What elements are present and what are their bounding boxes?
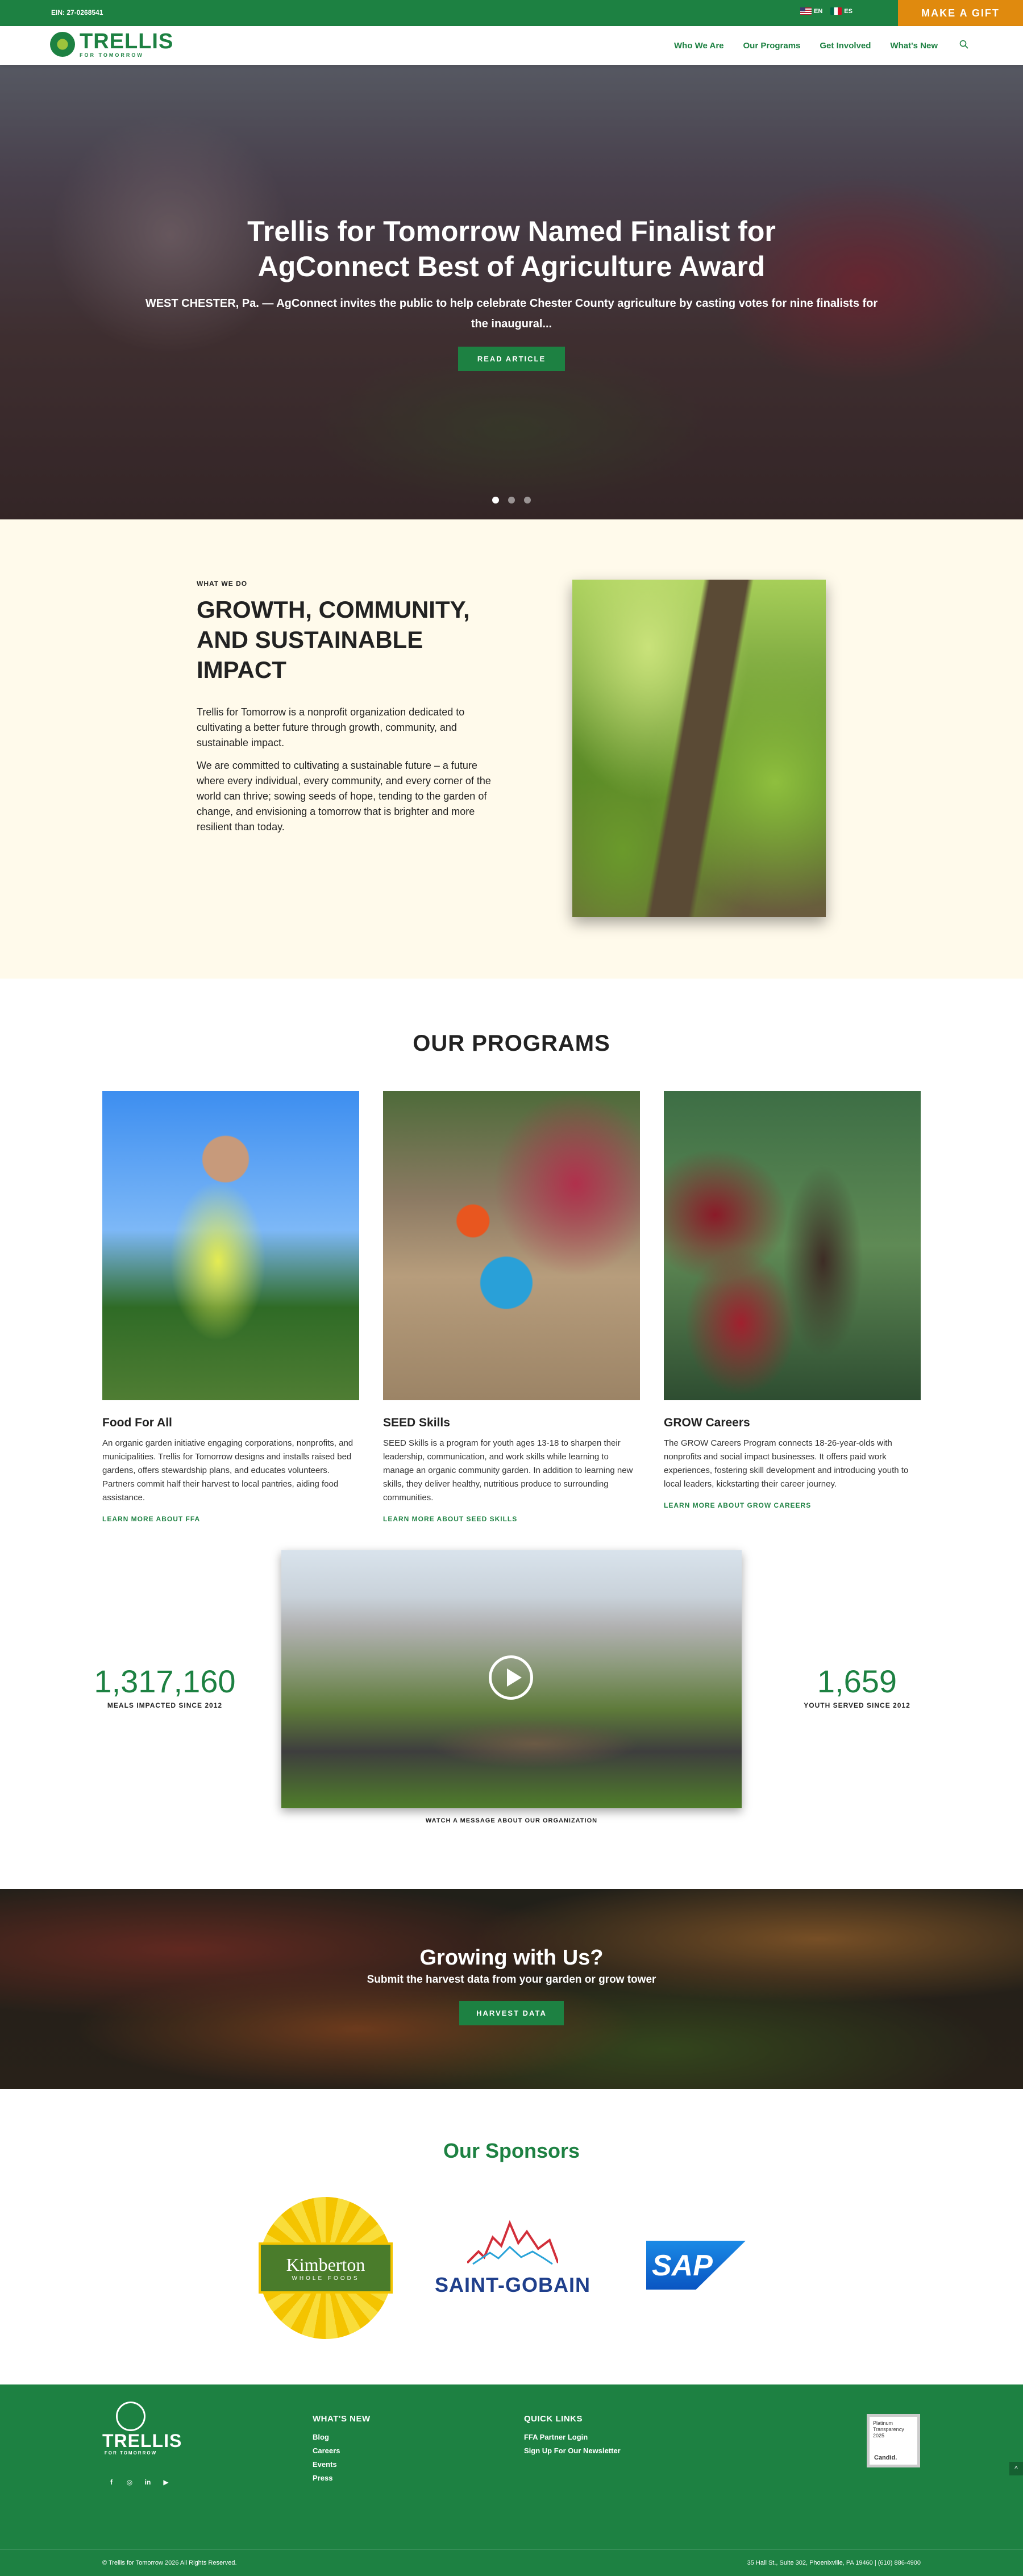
language-switcher: [800, 7, 852, 15]
meals-stat: [74, 1664, 256, 1709]
language-en-label: EN: [814, 7, 823, 15]
logo-name: TRELLIS: [80, 30, 174, 53]
us-flag-icon: [800, 7, 812, 15]
program-photo: [664, 1091, 921, 1400]
growing-text: Submit the harvest data from your garden or grow tower: [367, 1974, 656, 1986]
play-icon[interactable]: [489, 1655, 533, 1700]
badge-brand: Candid.: [874, 2454, 897, 2461]
video-player[interactable]: [281, 1550, 742, 1808]
hero-title: Trellis for Tomorrow Named Finalist for AgConnect Best of Agriculture Award: [247, 215, 776, 282]
footer-link-events[interactable]: Events: [313, 2460, 337, 2469]
logo-sub: FOR TOMORROW: [80, 52, 144, 58]
kimberton-sub: WHOLE FOODS: [292, 2275, 360, 2282]
program-photo: [102, 1091, 359, 1400]
program-card-seed: [383, 1091, 640, 1523]
program-title: Food For All: [102, 1416, 172, 1429]
make-a-gift-button[interactable]: MAKE A GIFT: [898, 0, 1023, 26]
what-we-do-title: GROWTH, COMMUNITY, AND SUSTAINABLE IMPACT: [197, 596, 470, 683]
copyright-text: © Trellis for Tomorrow 2026 All Rights Reserved.: [102, 2560, 237, 2566]
saint-gobain-text: SAINT-GOBAIN: [434, 2273, 590, 2296]
learn-more-grow-link[interactable]: LEARN MORE ABOUT GROW CAREERS: [664, 1501, 812, 1509]
language-es[interactable]: [830, 7, 852, 15]
youth-label: YOUTH SERVED SINCE 2012: [804, 1701, 910, 1709]
learn-more-seed-link[interactable]: LEARN MORE ABOUT SEED SKILLS: [383, 1515, 518, 1523]
footer: [0, 2384, 1023, 2549]
footer-whats-new: [313, 2414, 371, 2485]
garden-trellis-photo: [572, 580, 826, 917]
sponsors-section: [0, 2089, 1023, 2384]
footer-link-ffa-login[interactable]: FFA Partner Login: [524, 2433, 588, 2441]
footer-logo-name: TRELLIS: [102, 2431, 182, 2451]
youth-stat: [766, 1664, 948, 1709]
search-icon[interactable]: [959, 40, 968, 49]
ein-text: EIN: 27-0268541: [51, 9, 103, 16]
stats-section: [0, 1550, 1023, 1889]
trellis-logo-icon: [50, 32, 75, 57]
footer-bottom-bar: [0, 2549, 1023, 2576]
footer-link-press[interactable]: Press: [313, 2474, 333, 2482]
programs-section: [0, 979, 1023, 1550]
footer-heading: QUICK LINKS: [524, 2414, 583, 2424]
nav-whats-new[interactable]: What's New: [890, 41, 938, 51]
youtube-icon[interactable]: ▶: [163, 2478, 169, 2486]
sponsors-title: Our Sponsors: [443, 2139, 580, 2162]
social-links: [107, 2478, 170, 2487]
slider-dot[interactable]: [508, 497, 515, 503]
program-card-grow: [664, 1091, 921, 1509]
footer-link-careers[interactable]: Careers: [313, 2446, 340, 2455]
candid-transparency-badge[interactable]: [867, 2414, 920, 2467]
what-we-do-eyebrow: WHAT WE DO: [197, 580, 248, 588]
slider-dot[interactable]: [492, 497, 499, 503]
footer-link-blog[interactable]: Blog: [313, 2433, 329, 2441]
main-nav: [0, 26, 1023, 65]
skyline-icon: [467, 2217, 558, 2265]
linkedin-icon[interactable]: in: [144, 2478, 151, 2486]
instagram-icon[interactable]: ◎: [126, 2478, 133, 2486]
youth-value: 1,659: [817, 1663, 897, 1699]
hero-text: WEST CHESTER, Pa. — AgConnect invites the public to help celebrate Chester County agriculture by casting votes for nine finalists for the inaugural...: [145, 297, 878, 330]
nav-get-involved[interactable]: Get Involved: [820, 41, 871, 51]
badge-line: Platinum: [873, 2420, 893, 2426]
badge-line: 2025: [873, 2433, 885, 2438]
kimberton-name: Kimberton: [286, 2254, 365, 2275]
saint-gobain-logo[interactable]: [433, 2217, 592, 2297]
what-we-do-section: [0, 519, 1023, 979]
footer-link-newsletter[interactable]: Sign Up For Our Newsletter: [524, 2446, 621, 2455]
top-bar: [0, 0, 1023, 26]
nav-links: [674, 41, 938, 51]
sap-logo[interactable]: [646, 2241, 746, 2290]
footer-quick-links: [524, 2414, 621, 2458]
programs-title: OUR PROGRAMS: [413, 1031, 610, 1056]
mexico-flag-icon: [830, 7, 842, 15]
footer-logo-sub: FOR TOMORROW: [104, 2450, 157, 2456]
what-we-do-paragraph: We are committed to cultivating a sustainable future – a future where every individual, every community, and every corner of the world can thrive; sowing seeds of hope, tending to the garden of change, and envisioning a tomorrow that is brighter and more resilient than today.: [197, 760, 491, 833]
footer-heading: WHAT'S NEW: [313, 2414, 371, 2424]
meals-label: MEALS IMPACTED SINCE 2012: [107, 1701, 223, 1709]
badge-line: Transparency: [873, 2427, 904, 2432]
language-es-label: ES: [844, 7, 852, 15]
growing-title: Growing with Us?: [419, 1946, 604, 1970]
facebook-icon[interactable]: f: [110, 2478, 113, 2486]
meals-value: 1,317,160: [94, 1663, 236, 1699]
back-to-top-icon[interactable]: ^: [1009, 2462, 1023, 2475]
footer-logo[interactable]: [102, 2402, 182, 2456]
what-we-do-paragraph: Trellis for Tomorrow is a nonprofit organization dedicated to cultivating a better future through growth, community, and sustainable impact.: [197, 706, 465, 748]
sap-text: SAP: [652, 2249, 713, 2282]
program-title: SEED Skills: [383, 1416, 450, 1429]
nav-who-we-are[interactable]: Who We Are: [674, 41, 724, 51]
site-logo[interactable]: [50, 31, 173, 58]
kimberton-logo[interactable]: [259, 2197, 393, 2339]
video-caption: WATCH A MESSAGE ABOUT OUR ORGANIZATION: [425, 1817, 598, 1824]
slider-dot[interactable]: [524, 497, 531, 503]
program-text: SEED Skills is a program for youth ages 13-18 to sharpen their leadership, communication, and work skills while learning to manage an organic community garden. In addition to learning new skills, they deliver healthy, nutritious produce to surrounding communities.: [383, 1438, 633, 1503]
read-article-button[interactable]: READ ARTICLE: [458, 347, 565, 371]
nav-our-programs[interactable]: Our Programs: [743, 41, 801, 51]
hero-slider: [0, 65, 1023, 519]
slider-dots: [0, 497, 1023, 503]
language-en[interactable]: [800, 7, 822, 15]
trellis-logo-icon: [116, 2402, 145, 2431]
program-card-ffa: [102, 1091, 359, 1523]
program-text: The GROW Careers Program connects 18-26-year-olds with nonprofits and social impact businesses. It offers paid work experiences, fostering skill development and introducing youth to local leaders, kickstarting their career journey.: [664, 1438, 909, 1489]
program-text: An organic garden initiative engaging corporations, nonprofits, and municipalities. Trellis for Tomorrow designs and installs raised bed gardens, offers stewardship plans, and educates volunteers. Partners commit half their harvest to local pantries, aiding food assistance.: [102, 1438, 354, 1503]
address-text: 35 Hall St., Suite 302, Phoenixville, PA 19460 | (610) 886-4900: [747, 2560, 921, 2566]
harvest-data-button[interactable]: HARVEST DATA: [459, 2001, 564, 2025]
program-title: GROW Careers: [664, 1416, 750, 1429]
growing-banner: [0, 1889, 1023, 2089]
learn-more-ffa-link[interactable]: LEARN MORE ABOUT FFA: [102, 1515, 201, 1523]
program-photo: [383, 1091, 640, 1400]
